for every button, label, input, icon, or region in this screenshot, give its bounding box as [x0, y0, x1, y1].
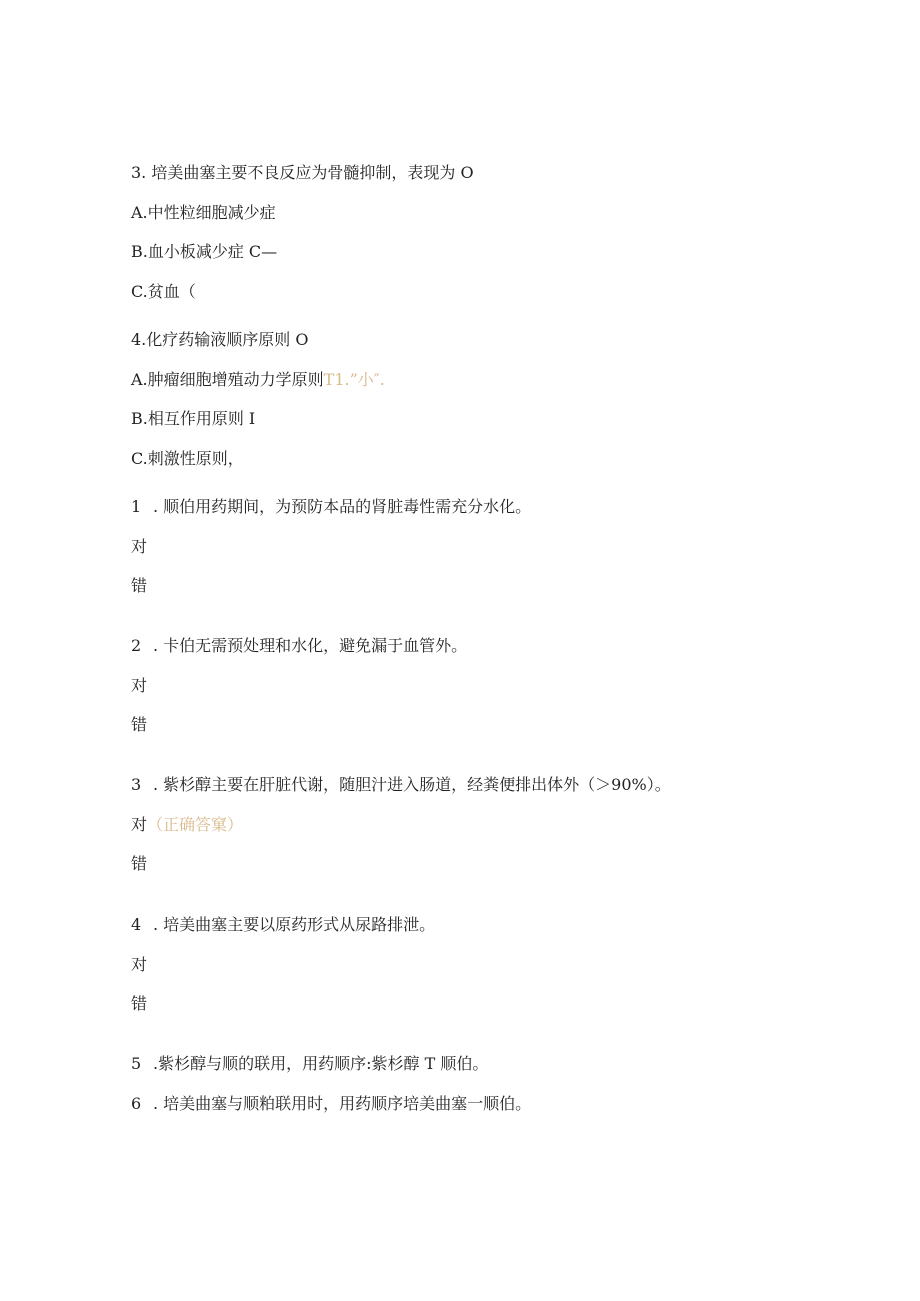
- question-number: 5: [131, 1054, 142, 1073]
- question-number: 2: [131, 636, 142, 655]
- true-option: [131, 815, 243, 835]
- option-c: C.刺激性原则，: [131, 449, 244, 468]
- true-option: 对: [131, 537, 148, 556]
- false-option: 错: [131, 994, 148, 1013]
- option-b: B.相互作用原则 I: [131, 409, 256, 428]
- option-a-text: A.肿瘤细胞增殖动力学原则: [131, 370, 324, 389]
- option-a: A.中性粒细胞减少症: [131, 203, 276, 222]
- true-option: 对: [131, 955, 148, 974]
- correct-answer-annotation: （正确答窠）: [147, 815, 244, 834]
- tf-question: [131, 1054, 488, 1074]
- false-option: 错: [131, 715, 148, 734]
- tf-question: [131, 636, 467, 656]
- false-option: 错: [131, 576, 148, 595]
- question-text: .紫杉醇与顺的联用，用药顺序:紫杉醇 T 顺伯。: [153, 1054, 489, 1073]
- question-number: 4: [131, 915, 142, 934]
- true-option-label: 对: [131, 815, 148, 834]
- option-b: B.血小板减少症 C—: [131, 242, 278, 261]
- true-option: 对: [131, 676, 148, 695]
- question-number: 3: [131, 775, 142, 794]
- option-a: [131, 370, 385, 390]
- question-text: . 卡伯无需预处理和水化，避免漏于血管外。: [153, 636, 468, 655]
- question-stem: 4.化疗药输液顺序原则 O: [131, 330, 309, 349]
- tf-question: [131, 497, 531, 517]
- question-number: 6: [131, 1094, 142, 1113]
- false-option: 错: [131, 854, 148, 873]
- question-text: . 紫杉醇主要在肝脏代谢，随胆汁进入肠道，经粪便排出体外（＞90%）。: [153, 775, 671, 794]
- option-a-annotation: T1.”小″.: [323, 370, 385, 389]
- tf-question: [131, 1094, 531, 1114]
- option-c: C.贫血（: [131, 282, 196, 301]
- tf-question: [131, 915, 435, 935]
- tf-question: [131, 775, 671, 795]
- question-stem: 3. 培美曲塞主要不良反应为骨髓抑制，表现为 O: [131, 163, 474, 182]
- question-text: . 培美曲塞主要以原药形式从尿路排泄。: [153, 915, 436, 934]
- question-text: . 培美曲塞与顺粕联用时，用药顺序培美曲塞一顺伯。: [153, 1094, 532, 1113]
- question-number: 1: [131, 497, 142, 516]
- question-text: . 顺伯用药期间，为预防本品的肾脏毒性需充分水化。: [153, 497, 532, 516]
